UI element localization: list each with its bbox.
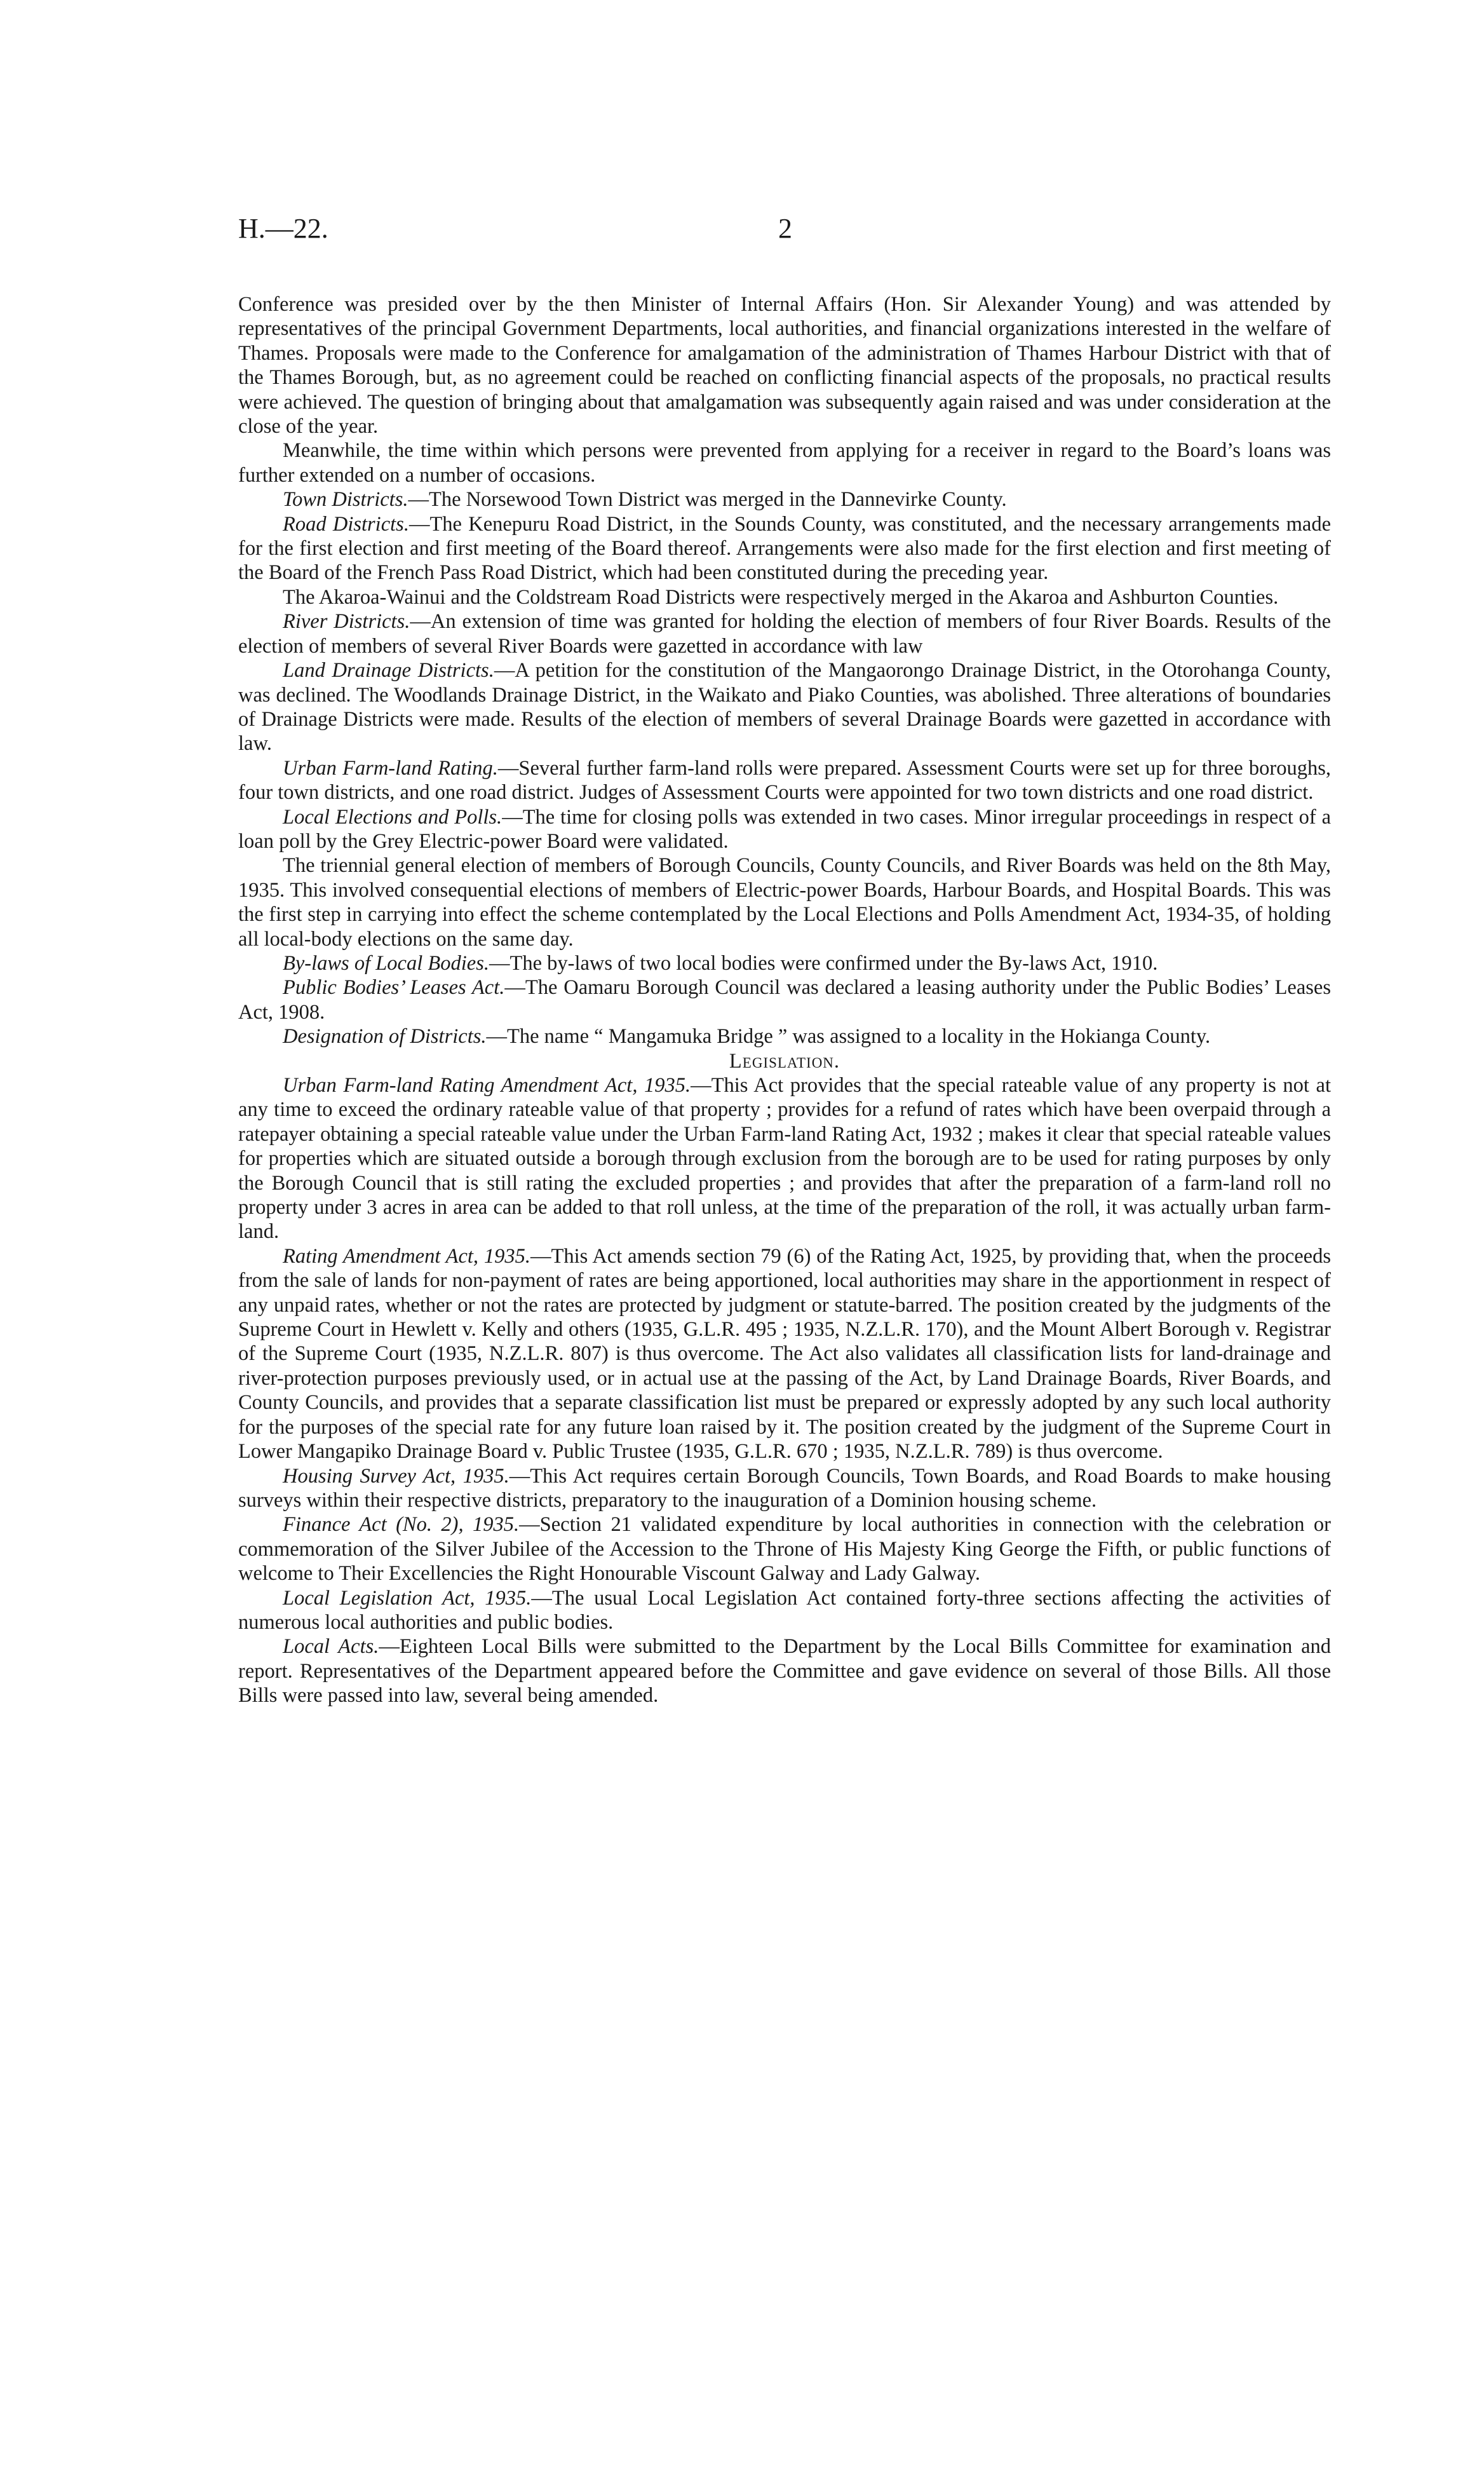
paragraph-text: —Eighteen Local Bills were submitted to the Department by the Local Bills Committee for examination and report. Representatives of the Department appeared before the Committee and gave evidence on several of those Bills. All those Bills were passed into law, several being amended. <box>238 1635 1331 1708</box>
paragraph-lead: Public Bodies’ Leases Act. <box>283 976 505 1000</box>
paragraph-lead: Urban Farm-land Rating. <box>283 756 498 780</box>
section-heading-legislation: Legislation. <box>729 1049 840 1073</box>
body-text <box>238 292 1331 1708</box>
paragraph-lead: Local Legislation Act, 1935. <box>283 1586 532 1610</box>
paragraph <box>238 487 1331 512</box>
paragraph <box>238 756 1331 805</box>
paragraph <box>238 438 1331 487</box>
paragraph-lead: Road Districts. <box>283 512 409 536</box>
paragraph-lead: Town Districts. <box>283 488 408 512</box>
paragraph-text: —The usual Local Legislation Act contained forty-three sections affecting the activities of numerous local authorities and public bodies. <box>238 1586 1332 1634</box>
paragraph-lead: Housing Survey Act, 1935. <box>283 1464 509 1488</box>
paragraph-lead: By-laws of Local Bodies. <box>283 951 489 975</box>
paragraph-lead: Finance Act (No. 2), 1935. <box>283 1513 520 1537</box>
paragraph-text: The Akaroa-Wainui and the Coldstream Road Districts were respectively merged in the Akaroa and Ashburton Counties. <box>283 585 1279 609</box>
paragraph-lead: River Districts. <box>283 610 410 634</box>
paragraph-text: —The name “ Mangamuka Bridge ” was assigned to a locality in the Hokianga County. <box>486 1025 1211 1049</box>
paragraph-text: —This Act amends section 79 (6) of the Rating Act, 1925, by providing that, when the proceeds from the sale of lands for non-payment of rates are being apportioned, local authorities may share in the apportionment in respect of any unpaid rates, whether or not the rates are protected by judgment or statute-barred. The position created by the judgments of the Supreme Court in Hewlett v. Kelly and others (1935, G.L.R. 495 ; 1935, N.Z.L.R. 170), and the Mount Albert Borough v. Registrar of the Supreme Court (1935, N.Z.L.R. 807) is thus overcome. The Act also validates all classification lists for land-drainage and river-protection purposes previously used, or in actual use at the passing of the Act, by Land Drainage Boards, River Boards, and County Councils, and provides that a separate classification list must be prepared or expressly adopted by any such local authority for the purposes of the special rate for any future loan raised by it. The position created by the judgment of the Supreme Court in Lower Mangapiko Drainage Board v. Public Trustee (1935, G.L.R. 670 ; 1935, N.Z.L.R. 789) is thus overcome. <box>238 1244 1331 1463</box>
page-header <box>238 210 1331 248</box>
paragraph-lead: Land Drainage Districts. <box>283 659 494 682</box>
paragraph <box>238 609 1331 658</box>
paragraph-text: —A petition for the constitution of the Mangaorongo Drainage District, in the Otorohanga County, was declined. The Woodlands Drainage District, in the Waikato and Piako Counties, was abolished. Three alterations of boundaries of Drainage Districts were made. Results of the election of members of several Drainage Boards were gazetted in accordance with law. <box>238 659 1331 756</box>
paragraph <box>238 1512 1331 1586</box>
paragraph-text: —This Act requires certain Borough Councils, Town Boards, and Road Boards to make housing surveys within their respective districts, preparatory to the inauguration of a Dominion housing scheme. <box>238 1464 1331 1512</box>
paragraph-text: —The Norsewood Town District was merged in the Dannevirke County. <box>408 488 1007 512</box>
paragraph <box>238 805 1331 854</box>
paragraph-text: —This Act provides that the special rateable value of any property is not at any time to exceed the ordinary rateable value of that property ; provides for a refund of rates which have been overpaid through a ratepayer obtaining a special rateable value under the Urban Farm-land Rating Act, 1932 ; makes it clear that special rateable values for properties which are situated outside a borough through exclusion from the borough are to be used for rating purposes by only the Borough Council that is still rating the excluded properties ; and provides that after the preparation of a farm-land roll no property under 3 acres in area can be added to that roll unless, at the time of the preparation of the roll, it was actually urban farm-land. <box>238 1074 1331 1244</box>
paragraph <box>238 1586 1331 1635</box>
document-reference: H.—22. <box>238 213 328 244</box>
paragraph-lead: Designation of Districts. <box>283 1025 487 1049</box>
page-number: 2 <box>778 213 792 244</box>
paragraph-lead: Urban Farm-land Rating Amendment Act, 1935. <box>283 1074 691 1097</box>
paragraph-text: —The time for closing polls was extended in two cases. Minor irregular proceedings in respect of a loan poll by the Grey Electric-power Board were validated. <box>238 805 1331 853</box>
paragraph-text: —The Kenepuru Road District, in the Sounds County, was constituted, and the necessary arrangements made for the first election and first meeting of the Board thereof. Arrangements were also made for the first election and first meeting of the Board of the French Pass Road District, which had been constituted during the preceding year. <box>238 512 1332 585</box>
paragraph <box>238 853 1331 951</box>
paragraph-text: —Section 21 validated expenditure by local authorities in connection with the celebration or commemoration of the Silver Jubilee of the Accession to the Throne of His Majesty King George the Fifth, or public functions of welcome to Their Excellencies the Right Honourable Viscount Galway and Lady Galway. <box>238 1513 1331 1586</box>
paragraph <box>238 1244 1331 1464</box>
paragraph-text: Meanwhile, the time within which persons were prevented from applying for a receiver in regard to the Board’s loans was further extended on a number of occasions. <box>238 439 1331 487</box>
paragraph <box>238 292 1331 438</box>
paragraph <box>238 585 1331 609</box>
paragraph-lead: Local Acts. <box>283 1635 379 1659</box>
paragraph-lead: Local Elections and Polls. <box>283 805 503 829</box>
paragraph-text: —An extension of time was granted for holding the election of members of four River Boards. Results of the election of members of several River Boards were gazetted in accordance with law <box>238 610 1331 658</box>
paragraph <box>238 658 1331 756</box>
document-page <box>238 210 1331 1708</box>
paragraph <box>238 1024 1331 1049</box>
paragraph <box>238 1464 1331 1513</box>
paragraph <box>238 951 1331 975</box>
paragraph-text: —The Oamaru Borough Council was declared a leasing authority under the Public Bodies’ Leases Act, 1908. <box>238 976 1332 1024</box>
paragraph <box>238 975 1331 1024</box>
paragraph-lead: Rating Amendment Act, 1935. <box>283 1244 531 1268</box>
paragraph-text: —The by-laws of two local bodies were confirmed under the By-laws Act, 1910. <box>489 951 1158 975</box>
paragraph-text: Conference was presided over by the then Minister of Internal Affairs (Hon. Sir Alexander Young) and was attended by representatives of the principal Government Departments, local authorities, and financial organizations interested in the welfare of Thames. Proposals were made to the Conference for amalgamation of the administration of Thames Harbour District with that of the Thames Borough, but, as no agreement could be reached on conflicting financial aspects of the proposals, no practical results were achieved. The question of bringing about that amalgamation was subsequently again raised and was under consideration at the close of the year. <box>238 293 1331 438</box>
paragraph <box>238 1634 1331 1708</box>
paragraph <box>238 1073 1331 1244</box>
paragraph-text: —Several further farm-land rolls were prepared. Assessment Courts were set up for three boroughs, four town districts, and one road district. Judges of Assessment Courts were appointed for two town districts and one road district. <box>238 756 1332 805</box>
paragraph <box>238 512 1331 585</box>
paragraph-text: The triennial general election of members of Borough Councils, County Councils, and River Boards was held on the 8th May, 1935. This involved consequential elections of members of Electric-power Boards, Harbour Boards, and Hospital Boards. This was the first step in carrying into effect the scheme contemplated by the Local Elections and Polls Amendment Act, 1934-35, of holding all local-body elections on the same day. <box>238 854 1331 951</box>
